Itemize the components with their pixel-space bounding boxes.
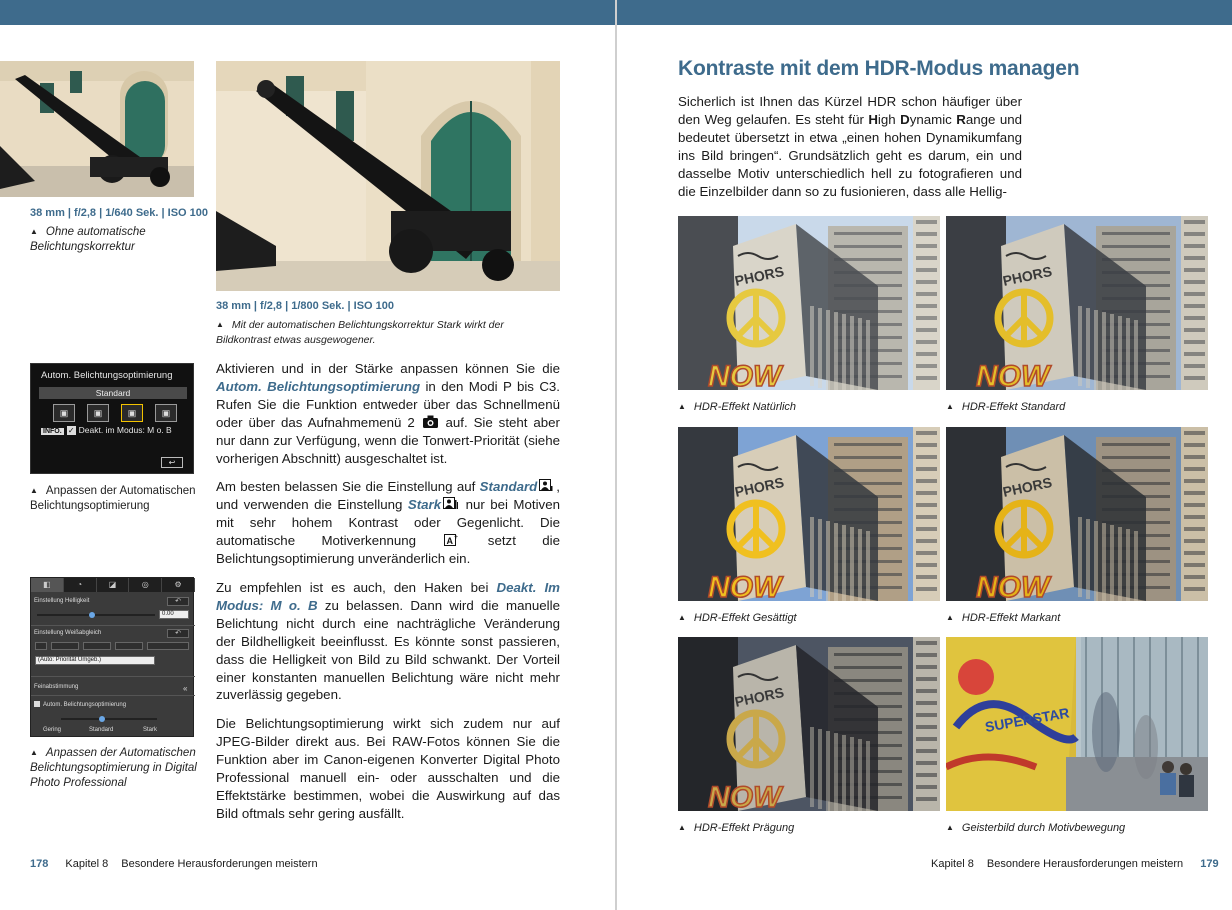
hdr-photo — [678, 637, 940, 811]
hdr-caption — [946, 400, 1208, 415]
p2-text-b: , und verwenden die Einstellung — [216, 479, 560, 513]
photo2-meta: 38 mm | f/2,8 | 1/800 Sek. | ISO 100 — [216, 300, 395, 312]
dpp-wb-reset-icon[interactable]: ↶ — [167, 629, 189, 638]
book-gutter — [615, 0, 617, 910]
hdr-caption — [678, 400, 940, 415]
page-heading: Kontraste mit dem HDR-Modus managen — [678, 57, 1080, 80]
graffiti-now-text: NOW — [976, 571, 1050, 601]
graffiti-now-text: NOW — [708, 781, 782, 811]
dpp-tab-settings[interactable]: ⚙ — [162, 578, 195, 592]
dpp-fine-label: Feinabstimmung — [34, 684, 79, 690]
dpp-brightness-slider[interactable] — [37, 614, 155, 616]
hdr-caption-text: HDR-Effekt Gesättigt — [693, 612, 797, 624]
scene-auto-icon — [444, 533, 459, 546]
p3-text-b: zu belassen. Dann wird die manuelle Belichtung nicht durch eine nachträgliche Veränderung der Bildhelligkeit beeinflusst. Es könnte sonst passieren, dass die Helligkeit von Bild zu Bild schwankt. Der Vorteil einer konstanten manuellen Belichtung wäre nicht mehr zuverlässig gegeben. — [216, 597, 560, 703]
p2-text-d: setzt die Belichtungsoptimierung unveränderlich ein. — [216, 533, 560, 567]
camera-menu-options — [53, 404, 177, 422]
info-tag: INFO. — [43, 428, 62, 435]
intro-letter-h: H — [868, 111, 878, 127]
dpp-divider-2 — [31, 676, 195, 677]
hdr-caption — [678, 821, 940, 836]
dpp-wb-button-1[interactable] — [51, 642, 79, 650]
svg-text:PHORS: PHORS — [733, 262, 786, 289]
dpp-tab-tone[interactable]: ◔ — [64, 578, 97, 592]
right-page-number: 179 — [1200, 858, 1219, 870]
paragraph-1 — [216, 360, 560, 467]
left-body-text — [216, 360, 560, 834]
right-intro-text — [678, 93, 1022, 211]
intro-letter-d: D — [900, 111, 910, 127]
dpp-tab-color[interactable]: ◪ — [97, 578, 130, 592]
dpp-brightness-label: Einstellung Helligkeit — [34, 598, 90, 604]
left-page-number: 178 — [30, 858, 49, 870]
checkbox-icon[interactable]: ✓ — [67, 426, 75, 435]
svg-text:PHORS: PHORS — [1001, 473, 1054, 500]
triangle-icon: ▲ — [946, 613, 954, 622]
paragraph-3 — [216, 579, 560, 704]
p3-highlight: Deakt. Im Modus: M o. B — [216, 579, 561, 613]
intro-text-a: Sicherlich ist Ihnen das Kürzel HDR schon häufiger über den Weg gelaufen. Es steht für — [678, 94, 1022, 127]
alo-high-icon-inline — [443, 497, 458, 510]
camera-menu-selected: Standard — [39, 387, 187, 399]
camera-menu-info-text: Deakt. im Modus: M o. B — [78, 425, 172, 435]
right-footer-title: Besondere Herausforderungen meistern — [986, 858, 1184, 870]
graffiti-now-text: NOW — [708, 360, 782, 390]
left-footer — [30, 858, 318, 870]
intro-paragraph — [678, 93, 1022, 200]
p1-text-a: Aktivieren und in der Stärke anpassen können Sie die — [216, 361, 560, 376]
dpp-brightness-value[interactable]: 0.00 — [159, 610, 189, 619]
p1-highlight: Autom. Belichtungsoptimierung — [216, 378, 421, 394]
p2-highlight-stark: Stark — [407, 497, 442, 513]
dpp-divider-3 — [31, 695, 195, 696]
photo1-caption: ▲ Ohne automatische Belichtungskorrektur — [30, 226, 146, 253]
dpp-eyedropper-icon[interactable] — [35, 642, 47, 650]
dpp-wb-button-3[interactable] — [115, 642, 143, 650]
triangle-icon: ▲ — [946, 823, 954, 832]
triangle-icon: ▲ — [678, 402, 686, 411]
intro-text-c: ynamic — [909, 111, 957, 127]
dpp-alo-knob[interactable] — [99, 716, 105, 722]
dpp-collapse-icon[interactable]: « — [183, 684, 188, 693]
camera-icon — [423, 415, 438, 428]
dpp-alo-row — [34, 701, 126, 708]
dpp-alo-label: Autom. Belichtungsoptimierung — [43, 702, 127, 708]
graffiti-now-text: NOW — [708, 571, 782, 601]
p2-text-c: nur bei Motiven mit sehr hohem Kontrast oder Gegenlicht. Die automatische Motiverkennung — [216, 497, 560, 549]
dpp-wb-button-2[interactable] — [83, 642, 111, 650]
svg-text:+: + — [454, 534, 459, 542]
dpp-caption-text: Anpassen der Automatischen Belichtungsoptimierung in Digital Photo Professional — [30, 747, 197, 789]
hdr-caption-text: HDR-Effekt Natürlich — [693, 401, 796, 413]
p1-text-c: auf. Sie steht aber nur dann zur Verfügung, wenn die Tonwert-Priorität (siehe vorherigen Abschnitt) ausgeschaltet ist. — [216, 414, 560, 466]
triangle-icon: ▲ — [946, 402, 954, 411]
top-band-right — [617, 0, 1232, 25]
hdr-photo — [946, 216, 1208, 390]
svg-text:PHORS: PHORS — [733, 473, 786, 500]
p3-text-a: Zu empfehlen ist es auch, den Haken bei — [216, 579, 497, 595]
photo1-caption-text: Ohne automatische Belichtungskorrektur — [30, 226, 146, 253]
dpp-wb-select[interactable]: (Auto: Priorität Umgeb.) — [35, 656, 155, 665]
p2-highlight-standard: Standard — [479, 479, 538, 495]
hdr-caption-text: HDR-Effekt Standard — [961, 401, 1066, 413]
hdr-photo — [946, 427, 1208, 601]
hdr-caption — [946, 821, 1208, 836]
right-footer — [931, 858, 1219, 870]
intro-text-e: ange und bedeutet übersetzt in etwa „einen hohen Dynamikumfang ins Bild bringen“. Grundsätzlich geht es darum, ein und dasselbe Motiv unterschiedlich hell zu fotografieren und die Einzelbilder dann so zu fusionieren, dass alle Hellig- — [678, 111, 1023, 199]
dpp-reset-icon[interactable]: ↶ — [167, 597, 189, 606]
photo2-caption-text: Mit der automatischen Belichtungskorrektur Stark wirkt der Bildkontrast etwas ausgewogener. — [216, 319, 504, 346]
dpp-wb-button-4[interactable] — [147, 642, 189, 650]
svg-text:SUPERSTAR: SUPERSTAR — [983, 704, 1071, 735]
alo-high-icon[interactable]: ▣ — [155, 404, 177, 422]
left-footer-title: Besondere Herausforderungen meistern — [121, 858, 318, 870]
hdr-caption-text: HDR-Effekt Prägung — [693, 822, 795, 834]
dpp-tab-basic[interactable]: ◧ — [31, 578, 64, 592]
alo-low-icon[interactable]: ▣ — [87, 404, 109, 422]
photo1-meta: 38 mm | f/2,8 | 1/640 Sek. | ISO 100 — [30, 207, 209, 219]
ghost-image-photo — [946, 637, 1208, 811]
cannon-photo-large — [216, 61, 560, 291]
svg-text:PHORS: PHORS — [1001, 262, 1054, 289]
triangle-icon: ▲ — [678, 613, 686, 622]
svg-text:PHORS: PHORS — [733, 683, 786, 710]
dpp-scale-high: Stark — [143, 727, 158, 733]
paragraph-2 — [216, 478, 560, 568]
paragraph-4: Die Belichtungsoptimierung wirkt sich zudem nur auf JPEG-Bilder direkt aus. Bei RAW-Fotos können Sie die Funktion aber im Canon-eigenen Konverter Digital Photo Professional manuell ein- oder ausschalten und die Effektstärke bestimmen, wobei die Auswirkung auf das Bild oftmals sehr gering ausfällt. — [216, 716, 560, 821]
hdr-caption — [678, 611, 940, 626]
dpp-scale-low: Gering — [43, 727, 62, 733]
left-footer-chapter: Kapitel 8 — [65, 858, 109, 870]
intro-letter-r: R — [956, 111, 966, 127]
graffiti-now-text: NOW — [976, 360, 1050, 390]
alo-off-icon[interactable]: ▣ — [53, 404, 75, 422]
hdr-caption-text: HDR-Effekt Markant — [961, 612, 1061, 624]
back-icon[interactable]: ↩ — [161, 457, 183, 468]
dpp-divider — [31, 625, 195, 626]
alo-standard-icon[interactable]: ▣ — [121, 404, 143, 422]
p1-text-b: in den Modi P bis C3. Rufen Sie die Funktion entweder über das Schnellmenü oder über das Aufnahmemenü 2 — [216, 378, 561, 430]
hdr-caption-text: Geisterbild durch Motivbewegung — [961, 822, 1126, 834]
dpp-caption: ▲ Anpassen der Automatischen Belichtungsoptimierung in Digital Photo Professional — [30, 747, 197, 789]
camera-menu-caption-text: Anpassen der Automatischen Belichtungsoptimierung — [30, 485, 196, 512]
dpp-tabs — [31, 578, 195, 592]
right-footer-chapter: Kapitel 8 — [931, 858, 974, 870]
camera-menu-caption: ▲ Anpassen der Automatischen Belichtungsoptimierung — [30, 485, 196, 512]
dpp-alo-slider[interactable] — [61, 718, 157, 720]
cannon-photo-small — [0, 61, 194, 197]
camera-menu-title: Autom. Belichtungsoptimierung — [41, 370, 173, 381]
p2-text-a: Am besten belassen Sie die Einstellung auf — [216, 479, 480, 495]
intro-text-b: igh — [877, 111, 901, 127]
alo-standard-icon-inline — [539, 479, 554, 492]
photo2-caption: ▲ Mit der automatischen Belichtungskorrektur Stark wirkt der Bildkontrast etwas ausgewogener. — [216, 319, 504, 346]
dpp-wb-label: Einstellung Weißabgleich — [34, 630, 102, 636]
top-band-left — [0, 0, 615, 25]
camera-menu-info — [41, 425, 172, 435]
triangle-icon: ▲ — [678, 823, 686, 832]
hdr-photo — [678, 216, 940, 390]
hdr-photo — [678, 427, 940, 601]
dpp-tab-lens[interactable]: ◎ — [129, 578, 162, 592]
hdr-caption — [946, 611, 1208, 626]
dpp-brightness-knob[interactable] — [89, 612, 95, 618]
dpp-alo-checkbox[interactable] — [34, 701, 40, 707]
svg-text:A: A — [446, 536, 454, 547]
dpp-scale-mid: Standard — [89, 727, 114, 733]
dpp-panel — [30, 577, 194, 737]
camera-alo-menu — [30, 363, 194, 474]
